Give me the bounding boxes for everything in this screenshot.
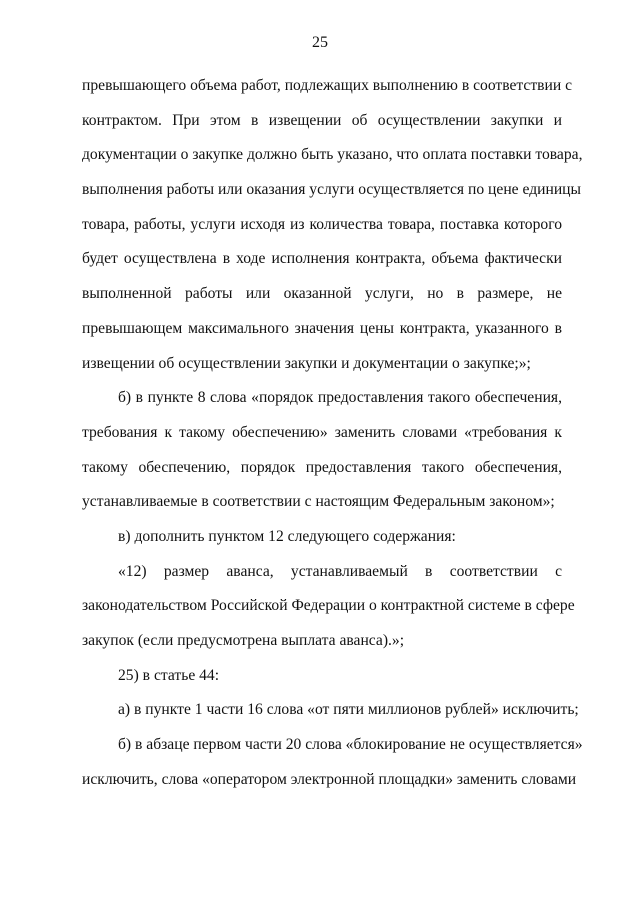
text-line: выполненной работы или оказанной услуги, но в размере, не bbox=[82, 285, 562, 303]
text-line: закупок (если предусмотрена выплата аванса).»; bbox=[82, 632, 405, 649]
document-body bbox=[82, 69, 583, 797]
text-line: превышающем максимального значения цены контракта, указанного в bbox=[82, 319, 562, 337]
page-number: 25 bbox=[312, 34, 328, 51]
text-line: исключить, слова «оператором электронной площадки» заменить словами bbox=[82, 770, 577, 788]
text-line: в) дополнить пунктом 12 следующего содержания: bbox=[118, 527, 456, 545]
text-line: законодательством Российской Федерации о контрактной системе в сфере bbox=[82, 597, 575, 615]
text-line: такому обеспечению, порядок предоставления такого обеспечения, bbox=[82, 458, 562, 476]
text-line: извещении об осуществлении закупки и документации о закупке;»; bbox=[82, 354, 531, 372]
text-line: б) в абзаце первом части 20 слова «блокирование не осуществляется» bbox=[118, 736, 583, 754]
text-line: 25) в статье 44: bbox=[118, 666, 220, 684]
text-line: товара, работы, услуги исходя из количества товара, поставка которого bbox=[82, 215, 562, 233]
text-line: требования к такому обеспечению» заменить словами «требования к bbox=[82, 423, 562, 441]
text-line: «12) размер аванса, устанавливаемый в соответствии с bbox=[118, 562, 562, 580]
text-line: контрактом. При этом в извещении об осуществлении закупки и bbox=[82, 111, 562, 129]
text-line: б) в пункте 8 слова «порядок предоставления такого обеспечения, bbox=[118, 389, 562, 407]
text-line: устанавливаемые в соответствии с настоящим Федеральным законом»; bbox=[82, 493, 555, 511]
text-line: выполнения работы или оказания услуги осуществляется по цене единицы bbox=[82, 181, 581, 199]
text-line: а) в пункте 1 части 16 слова «от пяти миллионов рублей» исключить; bbox=[118, 701, 579, 719]
text-line: документации о закупке должно быть указано, что оплата поставки товара, bbox=[82, 146, 583, 164]
text-line: будет осуществлена в ходе исполнения контракта, объема фактически bbox=[82, 250, 562, 268]
text-line: превышающего объема работ, подлежащих выполнению в соответствии с bbox=[82, 77, 573, 94]
